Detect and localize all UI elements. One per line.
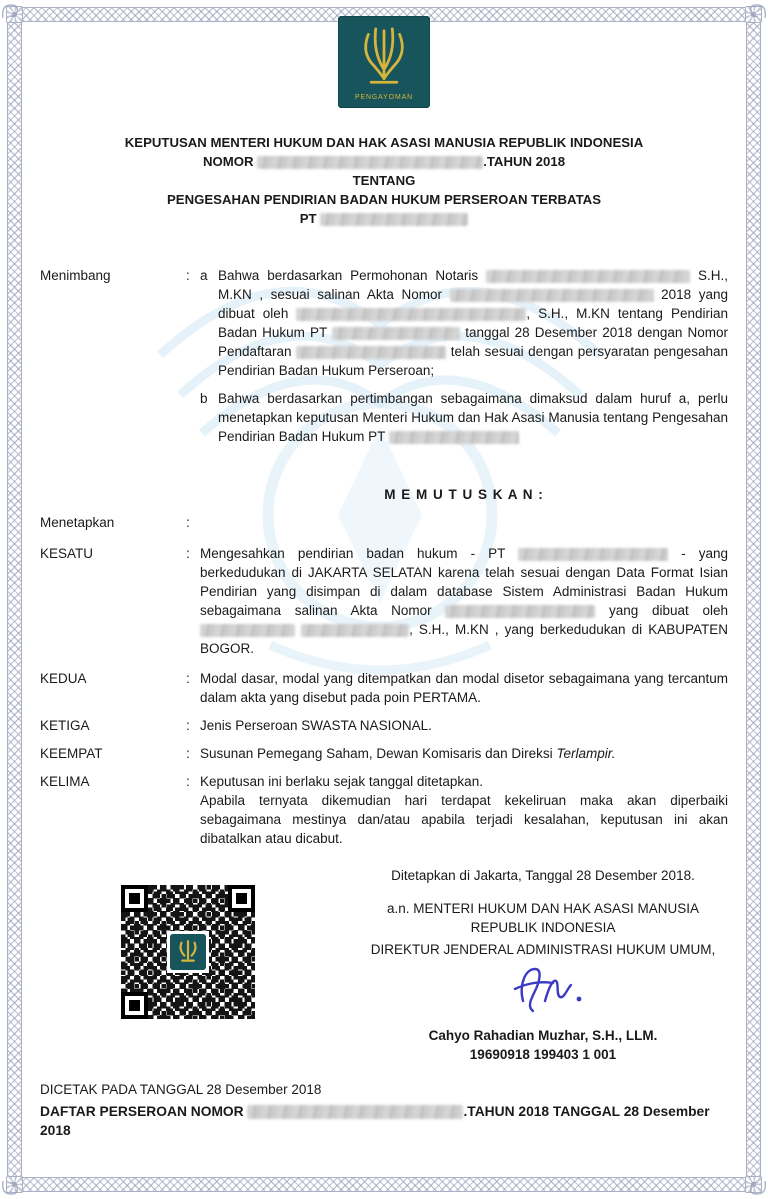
pengayoman-mini-logo-icon (170, 934, 206, 970)
footer (40, 1080, 728, 1140)
memutuskan-row (40, 455, 728, 504)
colon: : (186, 268, 190, 283)
item-marker-b: b (200, 391, 208, 406)
redacted-company-name (389, 431, 519, 444)
text-fragment: yang dibuat oleh (595, 603, 728, 618)
ketiga-row (40, 716, 728, 735)
corner-flourish-icon (746, 0, 768, 22)
kesatu-text (200, 544, 728, 658)
text-fragment: Mengesahkan pendirian badan hukum - PT (200, 546, 519, 561)
kedua-row (40, 669, 728, 707)
border-bottom (23, 1177, 745, 1192)
kesatu-label: KESATU (40, 546, 94, 561)
handwritten-signature (366, 961, 720, 1024)
qr-center-logo (167, 931, 209, 973)
pt-prefix: PT (299, 211, 321, 226)
nomor-prefix: NOMOR (202, 154, 258, 169)
text-fragment: .TAHUN 2018 TANGGAL 28 Desember 2018 (40, 1104, 710, 1138)
text-fragment: telah sesuai dengan persyaratan pengesahan Pendirian Badan Hukum Perseroan; (218, 344, 728, 378)
text-fragment: , S.H., M.KN tentang Pendirian Badan Hukum PT (218, 306, 728, 340)
decree-subject: PENGESAHAN PENDIRIAN BADAN HUKUM PERSEROAN TERBATAS (167, 192, 601, 207)
redacted-company-name (518, 548, 668, 561)
text-fragment: S.H., M.KN , sesuai salinan Akta Nomor (218, 268, 728, 302)
empty-label (40, 389, 186, 446)
corner-flourish-icon (0, 1177, 22, 1199)
text-fragment: - yang berkedudukan di JAKARTA SELATAN karena telah sesuai dengan Data Format Isian Pendirian yang disimpan di dalam database Sistem Administrasi Badan Hukum sebagaimana salinan Akta Nomor (200, 546, 729, 618)
menimbang-label: Menimbang (40, 268, 111, 283)
redacted-register-number (247, 1105, 463, 1119)
kelima-paragraph-2: Apabila ternyata dikemudian hari terdapat kekeliruan maka akan diperbaiki sebagaimana mestinya dan/atau apabila terjadi kesalahan, keputusan ini akan dibatalkan atau dicabut. (200, 793, 728, 846)
menimbang-row-b (40, 389, 728, 446)
redacted-company-name (320, 213, 468, 226)
ministry-logo (40, 16, 728, 113)
decree-number-line (40, 152, 728, 171)
ketiga-text: Jenis Perseroan SWASTA NASIONAL. (200, 718, 432, 733)
colon: : (186, 515, 190, 530)
redacted-registration-number (296, 346, 446, 359)
signer-nip: 19690918 199403 1 001 (469, 1047, 617, 1062)
printed-date-line: DICETAK PADA TANGGAL 28 Desember 2018 (40, 1082, 322, 1097)
qr-finder-icon (121, 885, 148, 912)
tentang-label: TENTANG (352, 173, 416, 188)
signature-ink-icon (497, 961, 589, 1019)
redacted-notary-name (486, 270, 690, 283)
keempat-label: KEEMPAT (40, 746, 103, 761)
menimbang-a-text (218, 266, 728, 380)
place-date-line: Ditetapkan di Jakarta, Tanggal 28 Desember 2018. (391, 868, 695, 883)
qr-pattern (121, 885, 255, 1019)
logo-caption: PENGAYOMAN (354, 93, 414, 101)
qr-finder-icon (121, 992, 148, 1019)
text-fragment: Susunan Pemegang Saham, Dewan Komisaris dan Direksi (200, 746, 557, 761)
redacted-decree-number (257, 156, 483, 169)
colon: : (186, 546, 190, 561)
menimbang-b-text (218, 389, 728, 446)
ketiga-label: KETIGA (40, 718, 90, 733)
title-block (40, 133, 728, 228)
colon: : (186, 746, 190, 761)
kelima-paragraph-1: Keputusan ini berlaku sejak tanggal ditetapkan. (200, 774, 483, 789)
redacted-notary-name (296, 308, 526, 321)
redacted-notary-name (301, 624, 409, 637)
text-fragment: 2018 yang dibuat oleh (218, 287, 728, 321)
kedua-text: Modal dasar, modal yang ditempatkan dan modal disetor sebagaimana yang tercantum dalam akta yang disebut pada poin PERTAMA. (200, 671, 728, 705)
text-fragment: Bahwa berdasarkan pertimbangan sebagaimana dimaksud dalam huruf a, perlu menetapkan keputusan Menteri Hukum dan Hak Asasi Manusia tentang Pengesahan Pendirian Badan Hukum PT (218, 391, 728, 444)
an-line-2: REPUBLIK INDONESIA (470, 920, 616, 935)
kelima-row (40, 772, 728, 848)
redacted-deed-number (450, 289, 654, 302)
kelima-text (200, 772, 728, 848)
signer-name: Cahyo Rahadian Muzhar, S.H., LLM. (428, 1028, 658, 1043)
redacted-deed-number (445, 605, 595, 618)
colon: : (186, 774, 190, 789)
nomor-suffix: .TAHUN 2018 (483, 154, 566, 169)
item-marker-a: a (200, 268, 208, 283)
decree-title: KEPUTUSAN MENTERI HUKUM DAN HAK ASASI MANUSIA REPUBLIK INDONESIA (124, 135, 644, 150)
corner-flourish-icon (0, 0, 22, 22)
document-content (40, 12, 728, 1140)
qr-code (114, 878, 262, 1026)
empty-label (40, 455, 186, 504)
terlampir-italic: Terlampir. (556, 746, 616, 761)
corner-flourish-icon (746, 1177, 768, 1199)
text-fragment: tanggal 28 Desember 2018 dengan Nomor Pendaftaran (218, 325, 729, 359)
text-fragment: DAFTAR PERSEROAN NOMOR (40, 1104, 248, 1119)
an-line-1: a.n. MENTERI HUKUM DAN HAK ASASI MANUSIA (386, 901, 700, 916)
kelima-label: KELIMA (40, 774, 90, 789)
redacted-notary-name (200, 624, 295, 637)
kedua-label: KEDUA (40, 671, 87, 686)
an-line-3: DIREKTUR JENDERAL ADMINISTRASI HUKUM UMUM, (370, 942, 716, 957)
colon: : (186, 671, 190, 686)
keempat-row (40, 744, 728, 763)
colon: : (186, 718, 190, 733)
menetapkan-row (40, 513, 728, 532)
company-register-line (40, 1102, 728, 1140)
qr-finder-icon (228, 885, 255, 912)
border-left (7, 23, 22, 1176)
company-name-line (40, 209, 728, 228)
signature-block (366, 866, 720, 1064)
redacted-company-name (332, 327, 460, 340)
menimbang-row-a (40, 266, 728, 380)
empty-text (200, 513, 728, 532)
pengayoman-logo-icon (338, 16, 430, 108)
text-fragment: , S.H., M.KN , yang berkedudukan di KABUPATEN BOGOR. (200, 622, 728, 656)
memutuskan-heading: M E M U T U S K A N : (384, 487, 544, 502)
empty-colon (186, 455, 200, 504)
menetapkan-label: Menetapkan (40, 515, 115, 530)
border-right (746, 23, 761, 1176)
kesatu-row (40, 544, 728, 658)
empty-colon (186, 389, 200, 446)
keempat-text (200, 744, 728, 763)
text-fragment: Bahwa berdasarkan Permohonan Notaris (218, 268, 487, 283)
decree-body (40, 266, 728, 848)
closing-area (40, 866, 728, 1066)
